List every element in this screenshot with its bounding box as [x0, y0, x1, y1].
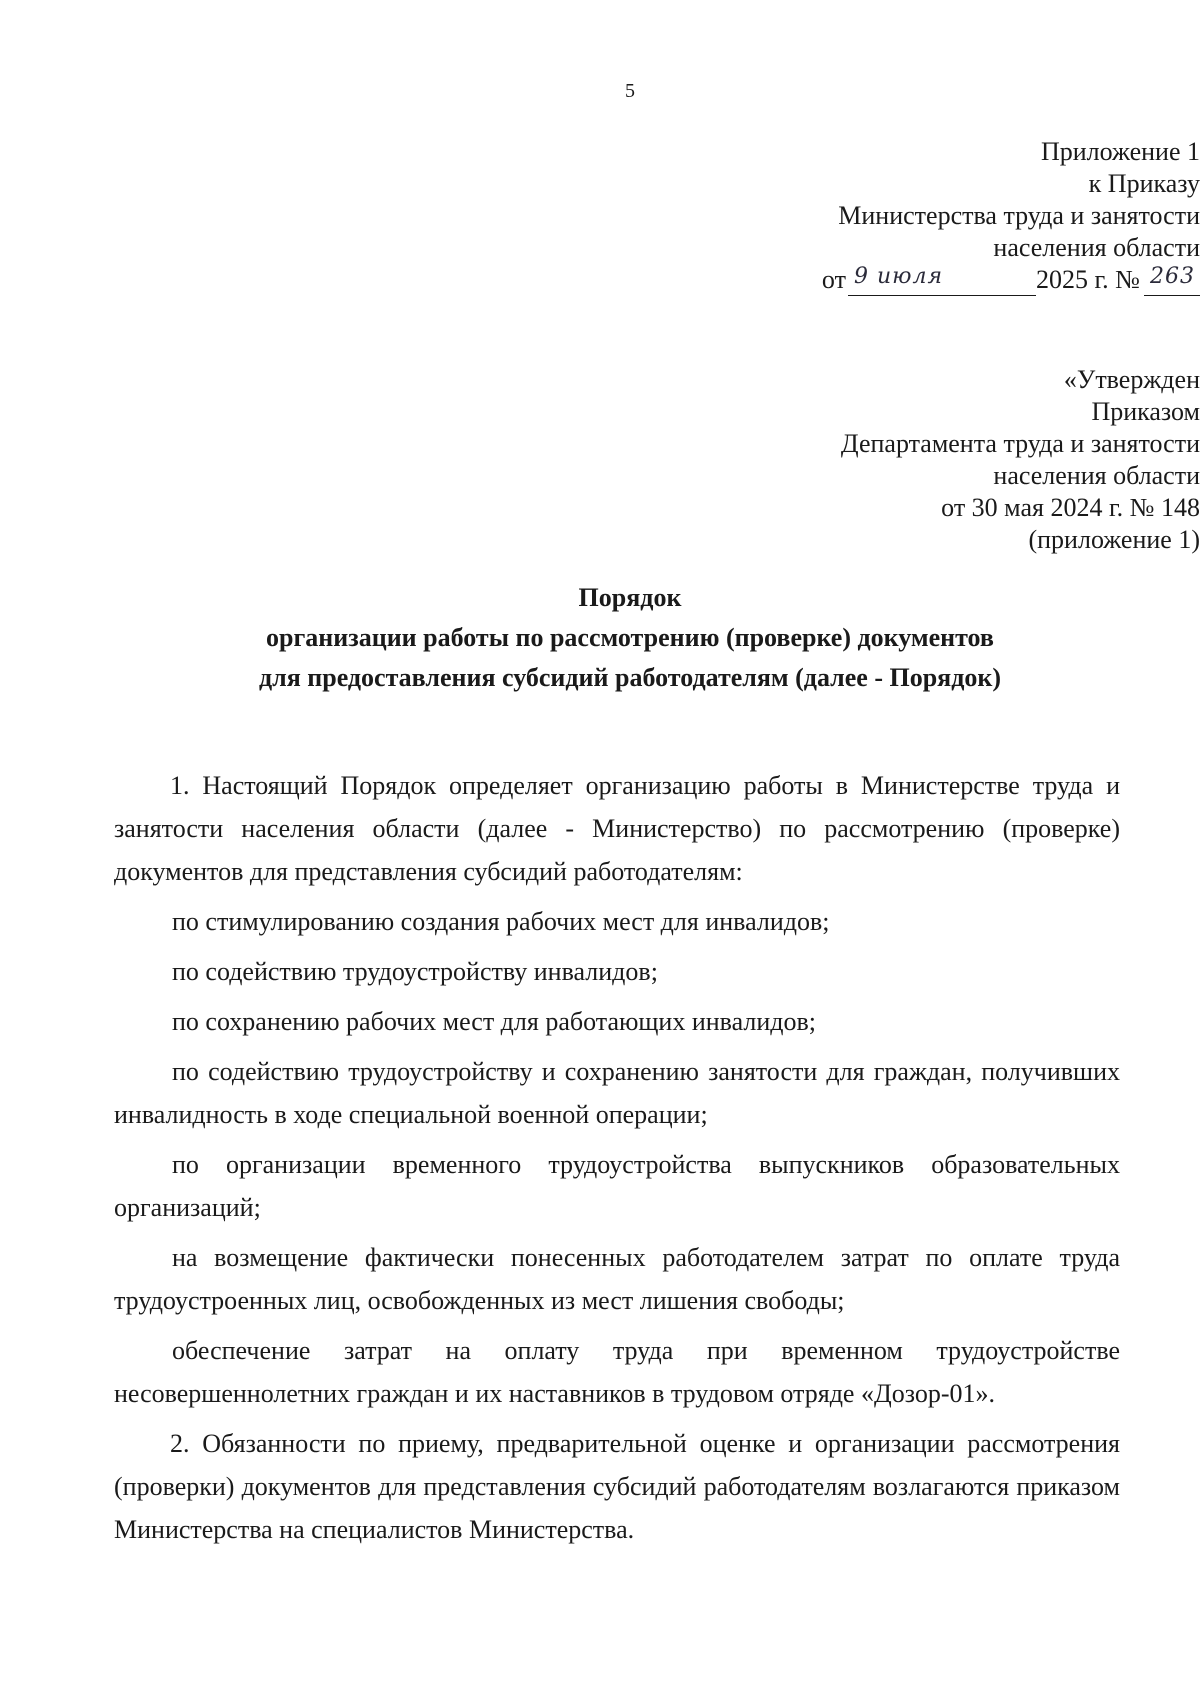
list-item: по организации временного трудоустройства выпускников образовательных организаций; [114, 1150, 1120, 1222]
list-item: на возмещение фактически понесенных работодателем затрат по оплате труда трудоустроенных лиц, освобожденных из мест лишения свободы; [114, 1243, 1120, 1315]
list-item: обеспечение затрат на оплату труда при временном трудоустройстве несовершеннолетних граждан и их наставников в трудовом отряде «Дозор-01». [114, 1336, 1120, 1408]
page-number: 5 [625, 80, 635, 102]
document-title [0, 578, 1200, 698]
list-item: по сохранению рабочих мест для работающих инвалидов; [172, 1007, 816, 1036]
appendix-header [68, 136, 1200, 296]
appendix-line-2: к Приказу [1088, 169, 1200, 198]
date-prefix: от [821, 265, 846, 294]
date-year: 2025 г. № [1035, 265, 1140, 294]
paragraph-2: 2. Обязанности по приему, предварительной оценке и организации рассмотрения (проверки) документов для представления субсидий работодателям возлагаются приказом Министерства на специалистов Министерства. [114, 1429, 1120, 1544]
list-item: по стимулированию создания рабочих мест для инвалидов; [172, 907, 830, 936]
handwritten-date: 9 июля [853, 264, 944, 289]
handwritten-number-field [1144, 265, 1200, 296]
approved-line-3: Департамента труда и занятости [840, 429, 1200, 458]
appendix-line-3: Министерства труда и занятости [838, 201, 1200, 230]
handwritten-number: 263 [1150, 264, 1195, 289]
approved-line-6: (приложение 1) [1028, 525, 1200, 554]
approved-line-1: «Утвержден [1063, 365, 1200, 394]
approved-line-5: от 30 мая 2024 г. № 148 [941, 493, 1200, 522]
approved-line-4: населения области [993, 461, 1200, 490]
document-body [114, 764, 1120, 1558]
paragraph-1: 1. Настоящий Порядок определяет организацию работы в Министерстве труда и занятости населения области (далее - Министерство) по рассмотрению (проверке) документов для представления субсидий работодателям: [114, 771, 1120, 886]
list-item: по содействию трудоустройству и сохранению занятости для граждан, получивших инвалидность в ходе специальной военной операции; [114, 1057, 1120, 1129]
appendix-line-4: населения области [993, 233, 1200, 262]
handwritten-date-field [848, 265, 1036, 296]
approved-line-2: Приказом [1091, 397, 1200, 426]
title-line-2: организации работы по рассмотрению (проверке) документов [266, 623, 994, 652]
list-item: по содействию трудоустройству инвалидов; [172, 957, 658, 986]
title-line-3: для предоставления субсидий работодателям (далее - Порядок) [258, 663, 1002, 692]
appendix-line-1: Приложение 1 [1040, 137, 1200, 166]
approved-header [73, 364, 1200, 556]
appendix-date-line [68, 264, 1200, 296]
title-line-1: Порядок [578, 583, 682, 612]
